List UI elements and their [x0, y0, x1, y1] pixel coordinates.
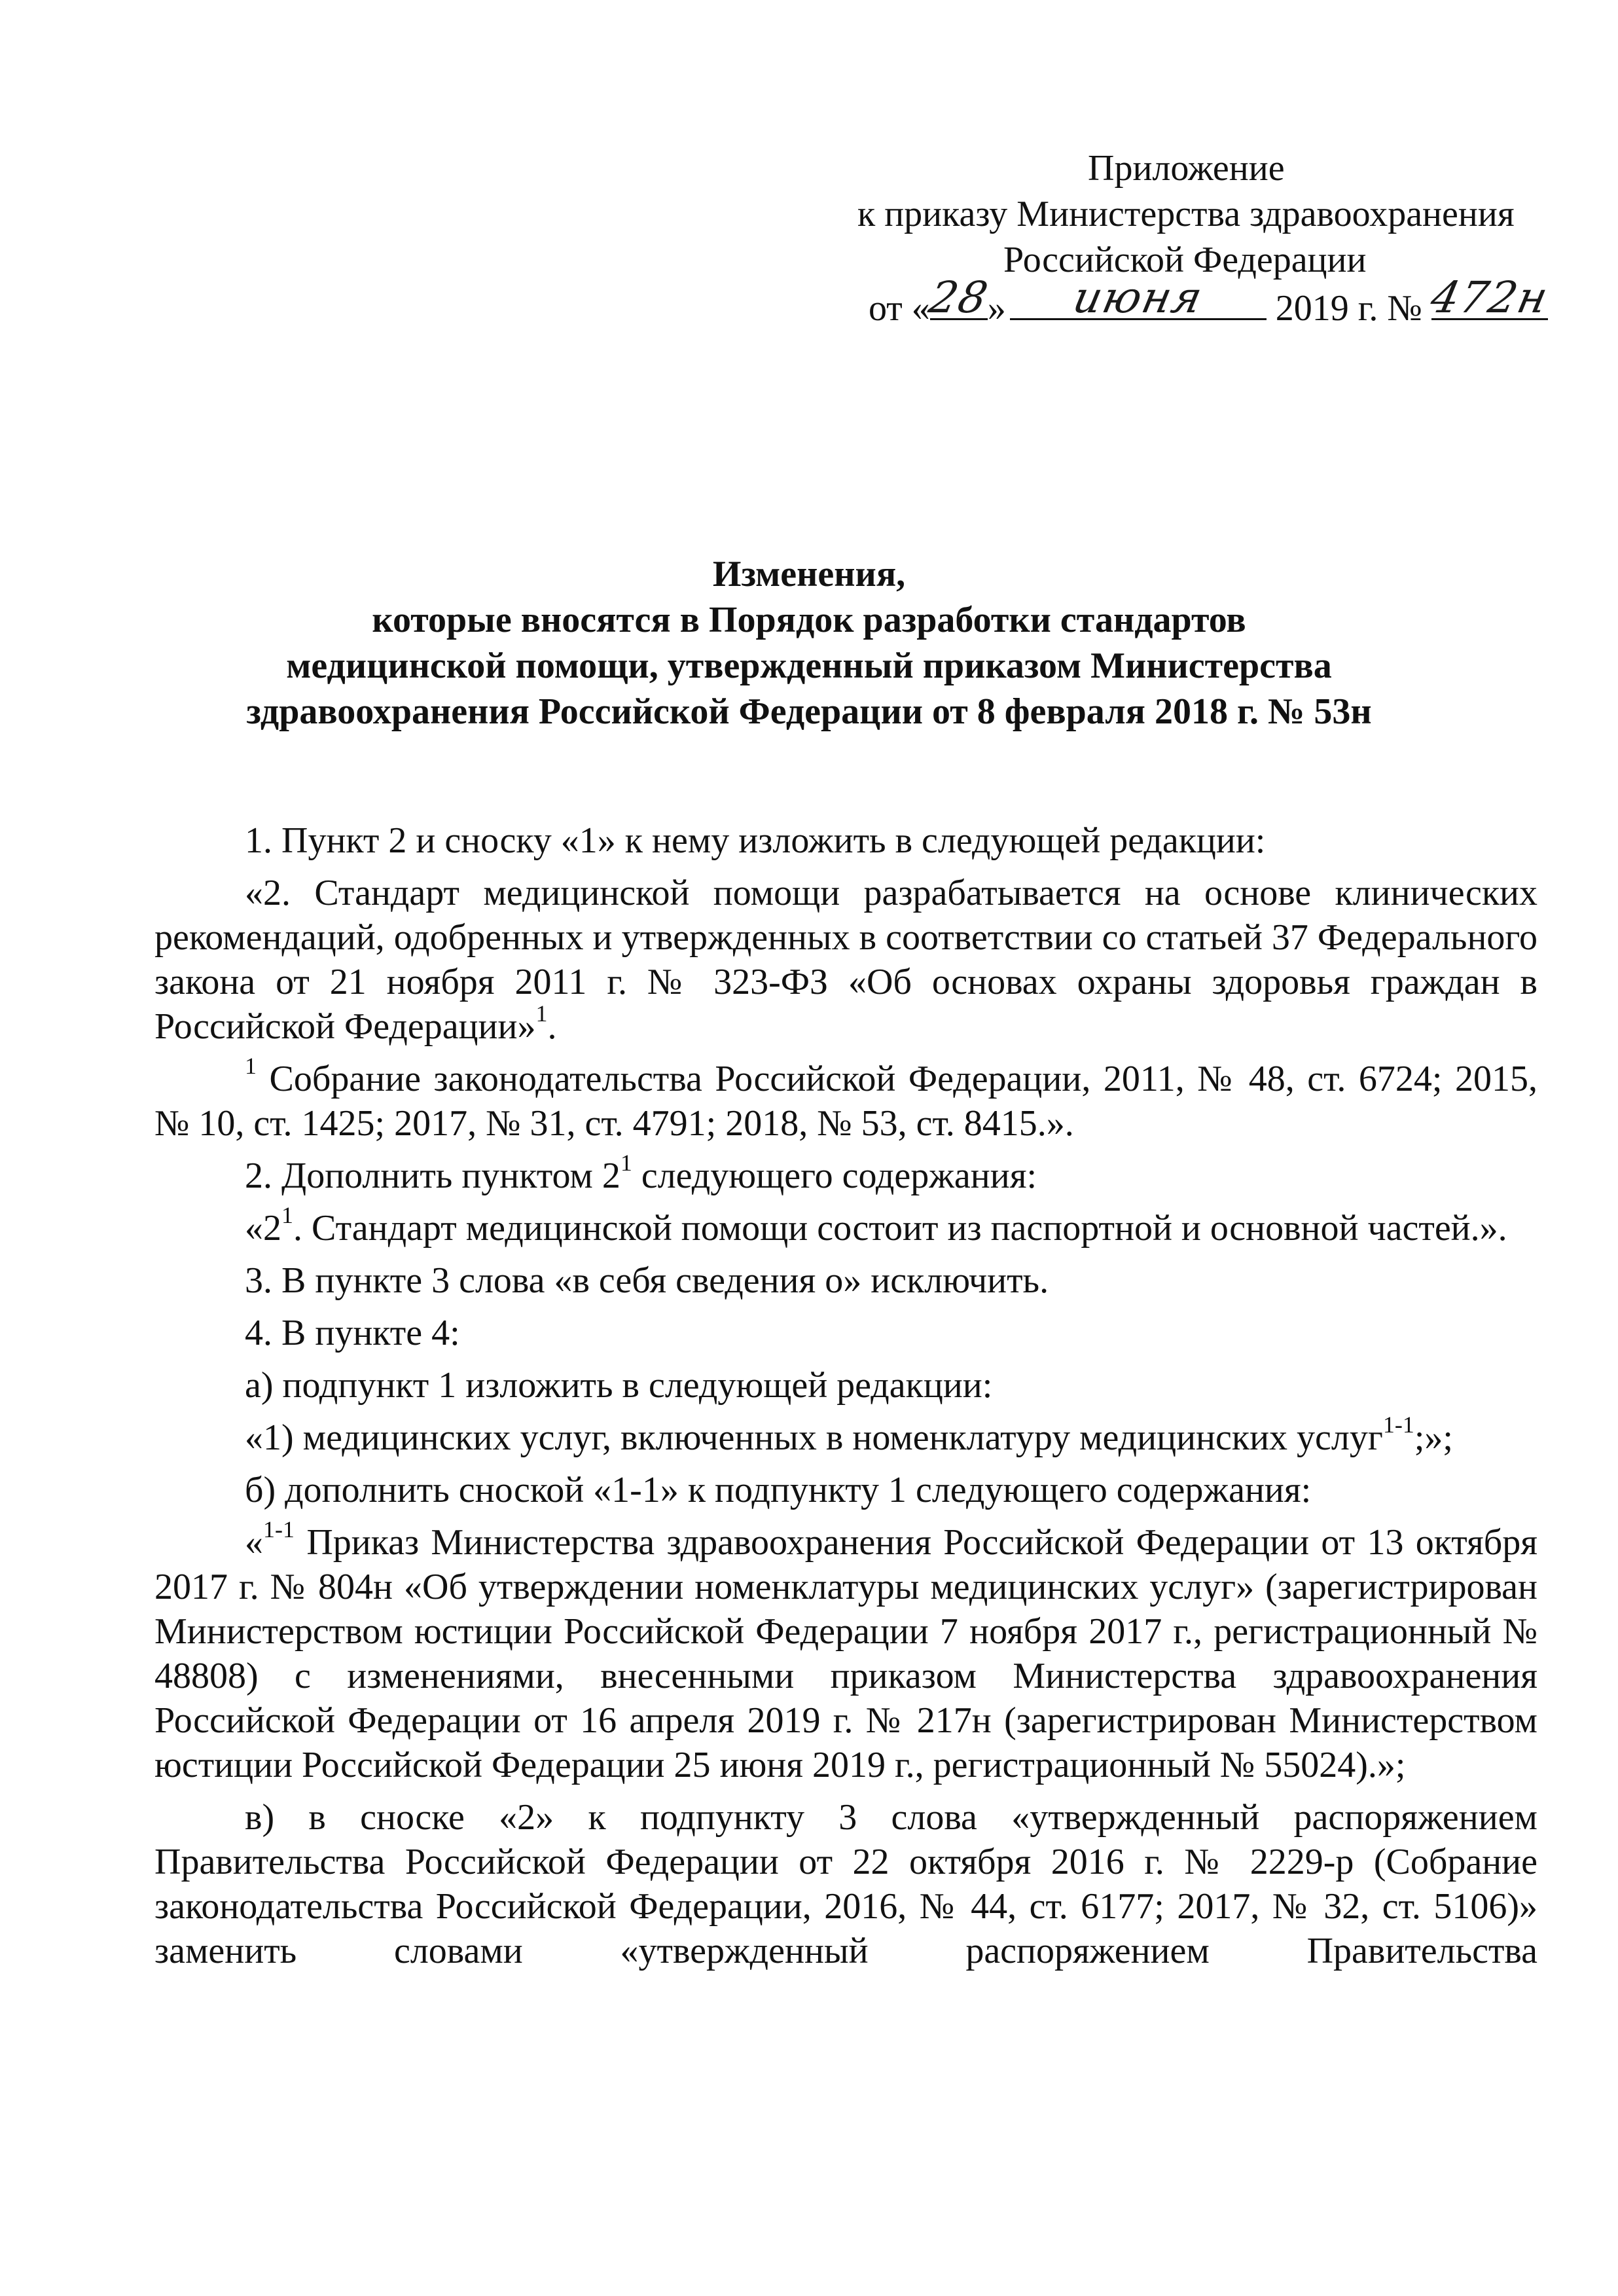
paragraph-2-end: .	[547, 1006, 557, 1047]
paragraph-7: а) подпункт 1 изложить в следующей редакции:	[245, 1365, 993, 1406]
document-title	[154, 551, 1464, 735]
paragraph-1: 1. Пункт 2 и сноску «1» к нему изложить в следующей редакции:	[245, 820, 1266, 861]
paragraph-8-end: ;»;	[1414, 1417, 1453, 1458]
order-number-blank	[1426, 272, 1553, 323]
date-day-blank	[924, 272, 994, 323]
footnote-1-1-open: «	[245, 1522, 263, 1563]
appendix-country: Российской Федерации	[1003, 240, 1367, 280]
paragraph-3	[154, 1150, 1537, 1198]
date-day-handwritten: 28	[924, 272, 994, 323]
footnote-1-1-mark: 1-1	[263, 1516, 295, 1542]
footnote-1-1-text: Приказ Министерства здравоохранения Российской Федерации от 13 октября 2017 г. № 804н «Об утверждении номенклатуры медицинских услуг» (зарегистрирован Министерством юстиции Российской Федерации 7 ноября 2017 г., регистрационный № 48808) с изменениями, внесенными приказом Министерства здравоохранения Российской Федерации от 16 апреля 2019 г. № 217н (зарегистрирован Министерством юстиции Российской Федерации 25 июня 2019 г., регистрационный № 55024).»;	[154, 1522, 1537, 1785]
appendix-label: Приложение	[1088, 148, 1285, 189]
order-number-handwritten: 472н	[1426, 272, 1553, 323]
footnote-1-mark: 1	[245, 1053, 257, 1079]
paragraph-4	[154, 1202, 1537, 1250]
title-line-2: которые вносятся в Порядок разработки стандартов	[372, 600, 1246, 640]
date-month-blank	[1010, 272, 1267, 323]
date-month-handwritten: июня	[1068, 272, 1208, 323]
paragraph-8-text: «1) медицинских услуг, включенных в номенклатуру медицинских услуг	[245, 1417, 1383, 1458]
date-quote-close: »	[987, 288, 1006, 329]
footnote-1	[154, 1053, 1537, 1146]
paragraph-2-text: «2. Стандарт медицинской помощи разрабатывается на основе клинических рекомендаций, одобренных и утвержденных в соответствии со статьей 37 Федерального закона от 21 ноября 2011 г. № 323-ФЗ «Об основах охраны здоровья граждан в Российской Федерации»	[154, 873, 1537, 1047]
paragraph-4-text: . Стандарт медицинской помощи состоит из паспортной и основной частей.».	[293, 1208, 1507, 1248]
appendix-header	[772, 145, 1558, 331]
paragraph-8-sup: 1-1	[1382, 1412, 1414, 1438]
paragraph-3-text: 2. Дополнить пунктом 2	[245, 1156, 620, 1196]
paragraph-4-start: «2	[245, 1208, 281, 1248]
title-line-1: Изменения,	[712, 554, 906, 594]
date-prefix: от «	[869, 288, 930, 329]
paragraph-9: б) дополнить сноской «1-1» к подпункту 1 следующего содержания:	[245, 1470, 1312, 1510]
title-line-4: здравоохранения Российской Федерации от 8 февраля 2018 г. № 53н	[246, 691, 1372, 732]
document-body	[154, 818, 1537, 1981]
appendix-date-line	[772, 272, 1558, 331]
paragraph-10: в) в сноске «2» к подпункту 3 слова «утвержденный распоряжением Правительства Российской Федерации от 22 октября 2016 г. № 2229-р (Собрание законодательства Российской Федерации, 2016, № 44, ст. 6177; 2017, № 32, ст. 5106)» заменить словами «утвержденный распоряжением Правительства	[154, 1797, 1537, 1971]
paragraph-3-sup: 1	[620, 1150, 632, 1176]
title-line-3: медицинской помощи, утвержденный приказом Министерства	[286, 646, 1332, 686]
paragraph-3-end: следующего содержания:	[632, 1156, 1037, 1196]
paragraph-8	[154, 1412, 1537, 1460]
footnote-1-text: Собрание законодательства Российской Федерации, 2011, № 48, ст. 6724; 2015, № 10, ст. 1425; 2017, № 31, ст. 4791; 2018, № 53, ст. 8415.».	[154, 1059, 1537, 1144]
footnote-ref-1: 1	[535, 1000, 548, 1027]
paragraph-2	[154, 871, 1537, 1049]
date-year: 2019 г. №	[1275, 288, 1422, 329]
paragraph-6: 4. В пункте 4:	[245, 1313, 460, 1353]
paragraph-5: 3. В пункте 3 слова «в себя сведения о» исключить.	[245, 1260, 1049, 1301]
paragraph-4-sup: 1	[281, 1202, 293, 1228]
footnote-1-1	[154, 1516, 1537, 1787]
appendix-order-ref: к приказу Министерства здравоохранения	[857, 194, 1515, 234]
